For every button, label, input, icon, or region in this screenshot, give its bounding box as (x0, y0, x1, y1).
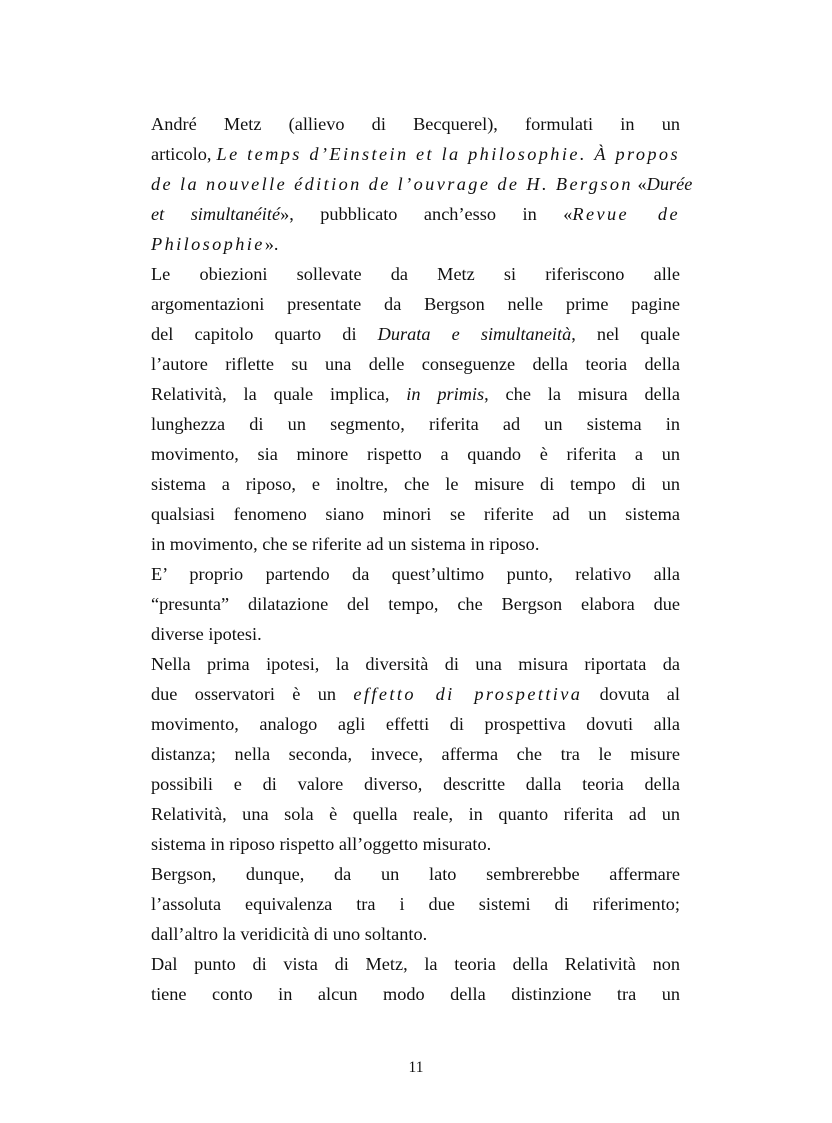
text-line (151, 379, 680, 409)
text-line (151, 409, 680, 439)
text-run: sistema in riposo rispetto all’oggetto misurato. (151, 834, 492, 854)
text-line (151, 289, 680, 319)
italic-text-run: Le temps d’Einstein et la philosophie. À propos (216, 144, 680, 164)
text-run: Bergson, dunque, da un lato sembrerebbe affermare (151, 864, 680, 884)
text-line (151, 859, 680, 889)
text-line (151, 979, 680, 1009)
italic-text-run: de la nouvelle édition de l’ouvrage de H. Bergson (151, 174, 633, 194)
page-number: 11 (408, 1059, 424, 1076)
text-run: , nel quale (571, 324, 680, 344)
italic-text-run: Revue de (572, 204, 680, 224)
text-line (151, 679, 680, 709)
text-line (151, 799, 680, 829)
text-line (151, 589, 680, 619)
italic-text-run: in primis (406, 384, 485, 404)
text-run: », pubblicato anch’esso in « (280, 204, 573, 224)
text-run: , che la misura della (484, 384, 681, 404)
text-run: articolo, (151, 144, 217, 164)
italic-text-run: Durata e simultaneità (377, 324, 572, 344)
text-run: qualsiasi fenomeno siano minori se riferite ad un sistema (151, 504, 680, 524)
text-run: due osservatori è un (151, 684, 354, 704)
text-line (151, 169, 693, 199)
text-run: diverse ipotesi. (151, 624, 262, 644)
text-line (151, 919, 680, 949)
text-line (151, 709, 680, 739)
text-line (151, 649, 680, 679)
text-run: ». (264, 234, 279, 254)
text-run: possibili e di valore diverso, descritte dalla teoria della (151, 774, 680, 794)
text-run: dall’altro la veridicità di uno soltanto. (151, 924, 428, 944)
text-run: distanza; nella seconda, invece, afferma che tra le misure (151, 744, 680, 764)
text-line (151, 769, 680, 799)
text-line (151, 349, 680, 379)
text-run: Le obiezioni sollevate da Metz si riferiscono alle (151, 264, 680, 284)
text-run: lunghezza di un segmento, riferita ad un sistema in (151, 414, 680, 434)
italic-text-run: et simultanéité (151, 204, 281, 224)
italic-text-run: Philosophie (151, 234, 265, 254)
text-run: E’ proprio partendo da quest’ultimo punto, relativo alla (151, 564, 680, 584)
text-run: l’assoluta equivalenza tra i due sistemi di riferimento; (151, 894, 680, 914)
text-line (151, 949, 680, 979)
text-line (151, 529, 680, 559)
text-run: Nella prima ipotesi, la diversità di una misura riportata da (151, 654, 680, 674)
text-run: André Metz (allievo di Becquerel), formulati in un (151, 114, 680, 134)
text-line (151, 139, 680, 169)
text-run: del capitolo quarto di (151, 324, 378, 344)
text-run: in movimento, che se riferite ad un sistema in riposo. (151, 534, 540, 554)
text-line (151, 439, 680, 469)
text-line (151, 199, 680, 229)
text-run: l’autore riflette su una delle conseguenze della teoria della (151, 354, 680, 374)
text-run: movimento, analogo agli effetti di prospettiva dovuti alla (151, 714, 680, 734)
text-run: Dal punto di vista di Metz, la teoria della Relatività non (151, 954, 680, 974)
text-run: sistema a riposo, e inoltre, che le misure di tempo di un (151, 474, 680, 494)
text-run: “presunta” dilatazione del tempo, che Bergson elabora due (151, 594, 680, 614)
text-line (151, 469, 680, 499)
text-run: Relatività, una sola è quella reale, in quanto riferita ad un (151, 804, 680, 824)
text-line (151, 259, 680, 289)
text-run: tiene conto in alcun modo della distinzione tra un (151, 984, 680, 1004)
text-line (151, 319, 680, 349)
text-run: dovuta al (582, 684, 680, 704)
text-run: movimento, sia minore rispetto a quando è riferita a un (151, 444, 680, 464)
page-body (151, 109, 693, 1009)
text-line (151, 229, 680, 259)
italic-text-run: effetto di prospettiva (353, 684, 583, 704)
text-line (151, 739, 680, 769)
text-line (151, 499, 680, 529)
text-run: « (632, 174, 647, 194)
italic-text-run: Durée (646, 174, 693, 194)
text-line (151, 889, 680, 919)
text-run: Relatività, la quale implica, (151, 384, 407, 404)
text-line (151, 829, 680, 859)
text-line (151, 619, 680, 649)
text-line (151, 109, 680, 139)
text-run: argomentazioni presentate da Bergson nelle prime pagine (151, 294, 680, 314)
text-line (151, 559, 680, 589)
